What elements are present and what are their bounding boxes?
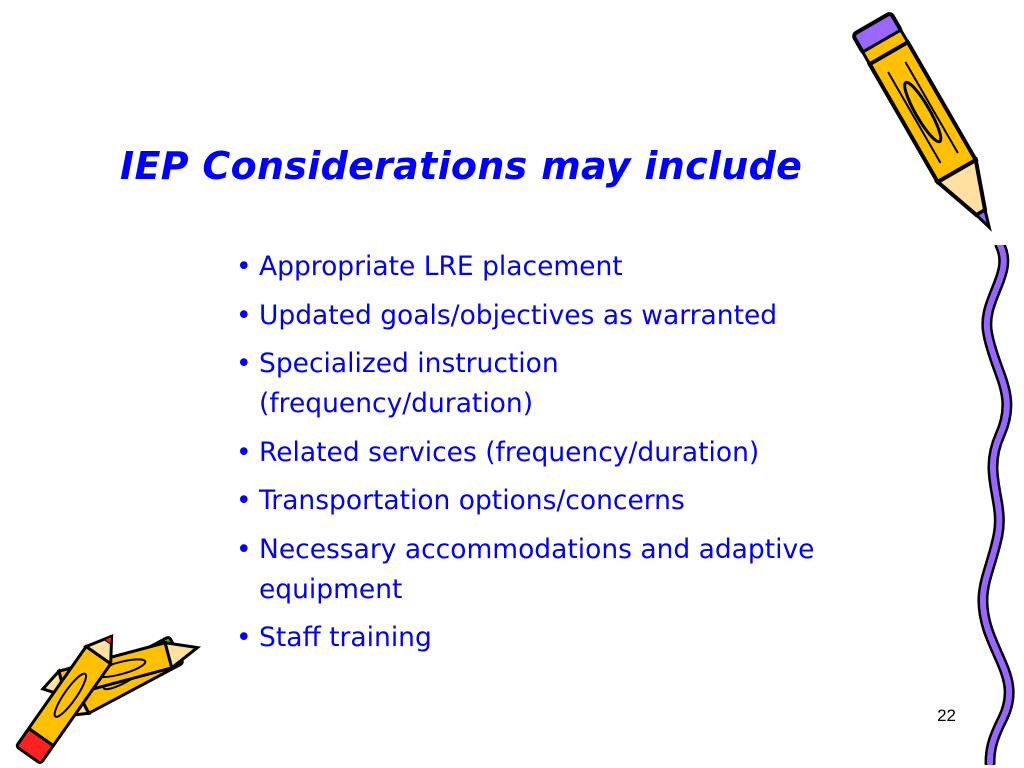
slide-title: IEP Considerations may include (120, 144, 803, 188)
bullet-list (236, 247, 916, 667)
bullet-item (236, 247, 916, 287)
bullet-text-continued: (frequency/duration) (259, 388, 534, 419)
bullet-item (236, 481, 916, 521)
bullet-dot: • (236, 485, 252, 516)
bullet-text: Updated goals/objectives as warranted (259, 299, 778, 331)
bullet-text: Related services (frequency/duration) (259, 436, 760, 468)
bullet-text-continued: equipment (259, 573, 403, 605)
bullet-dot: • (236, 533, 252, 565)
pencil-icon (850, 0, 1010, 250)
bullet-text: Appropriate LRE placement (259, 251, 623, 282)
bullet-dot: • (236, 622, 252, 653)
bullet-text: Staff training (259, 622, 432, 653)
bullet-item (236, 344, 916, 424)
page-number: 22 (937, 706, 956, 725)
bullet-text: Necessary accommodations and adaptive (259, 533, 815, 565)
bullet-item (236, 433, 916, 473)
bullet-dot: • (236, 299, 252, 331)
bullet-text: Transportation options/concerns (259, 485, 685, 516)
bullet-item (236, 618, 916, 658)
bullet-dot: • (236, 436, 252, 468)
bullet-text: Specialized instruction (259, 348, 559, 379)
crossed-pencils-icon (0, 615, 210, 765)
bullet-item (236, 530, 916, 610)
bullet-dot: • (236, 251, 252, 282)
scribble-line-icon (960, 245, 1020, 765)
bullet-item (236, 296, 916, 336)
bullet-dot: • (236, 348, 252, 379)
